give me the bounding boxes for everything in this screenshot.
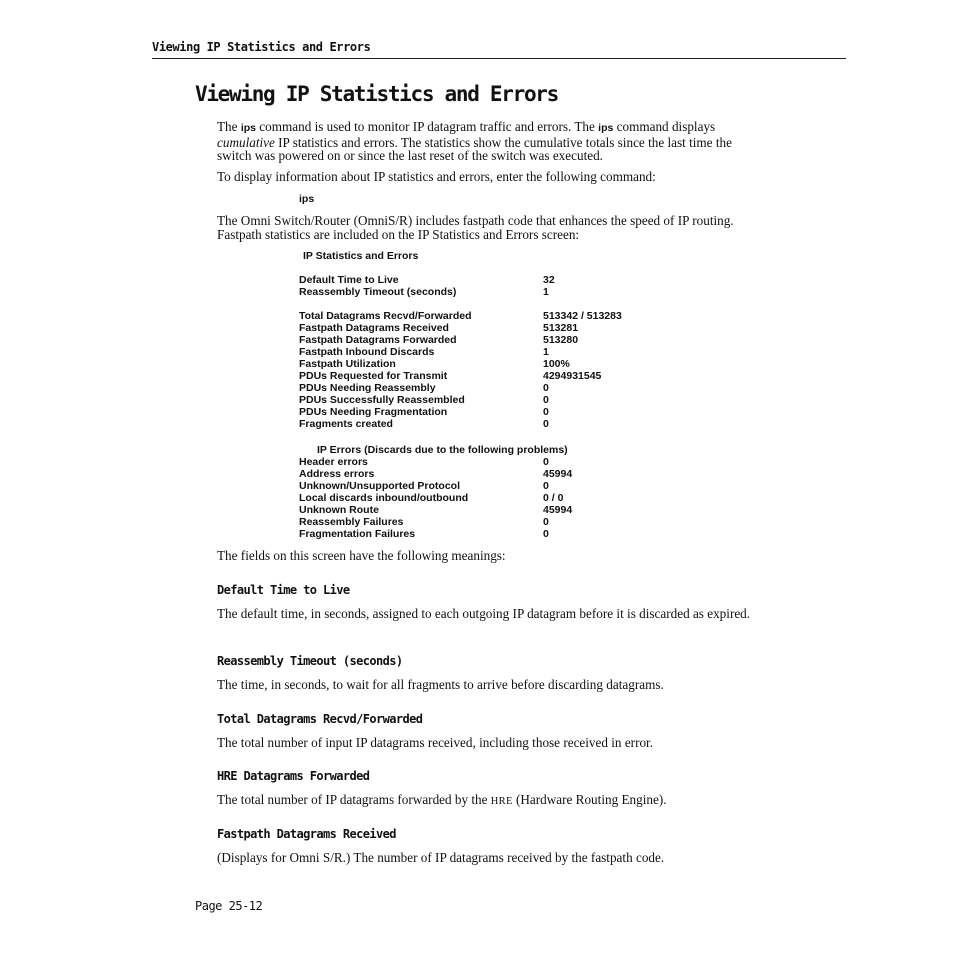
text-default-ttl: The default time, in seconds, assigned to each outgoing IP datagram before it is discarded as expired. (217, 606, 751, 621)
stat-value: 0 (543, 406, 549, 418)
ips-command-inline: ips (240, 122, 256, 134)
running-head: Viewing IP Statistics and Errors (152, 40, 371, 54)
stat-label: Fastpath Utilization (299, 358, 396, 370)
stat-label: Fragmentation Failures (299, 528, 416, 540)
stat-label: Fastpath Inbound Discards (299, 346, 435, 358)
stat-value: 0 / 0 (543, 492, 564, 504)
stat-value: 100% (543, 358, 570, 370)
stat-label: Fragments created (299, 418, 393, 430)
ips-command-inline: ips (598, 122, 614, 134)
stat-value: 0 (543, 528, 549, 540)
text-total-datagrams: The total number of input IP datagrams received, including those received in error. (217, 735, 654, 750)
page-number: Page 25-12 (195, 899, 263, 913)
heading-fastpath-received: Fastpath Datagrams Received (217, 827, 396, 841)
stat-value: 513280 (543, 334, 579, 346)
header-rule (152, 58, 846, 59)
stat-value: 1 (543, 346, 549, 358)
stat-label: Fastpath Datagrams Received (299, 322, 449, 334)
stat-value: 513281 (543, 322, 579, 334)
text-reassembly-timeout: The time, in seconds, to wait for all fragments to arrive before discarding datagrams. (217, 677, 664, 692)
text-span: command displays (613, 119, 716, 134)
heading-default-ttl: Default Time to Live (217, 583, 350, 597)
text-hre-datagrams (217, 793, 765, 809)
stat-label: Default Time to Live (299, 274, 399, 286)
stat-value: 0 (543, 382, 549, 394)
text-span: The (217, 119, 241, 134)
text-fastpath-received: (Displays for Omni S/R.) The number of IP datagrams received by the fastpath code. (217, 850, 665, 865)
fields-intro: The fields on this screen have the following meanings: (217, 548, 506, 563)
stat-value: 1 (543, 286, 549, 298)
stat-value: 513342 / 513283 (543, 310, 622, 322)
stat-label: Unknown Route (299, 504, 379, 516)
stat-label: PDUs Needing Fragmentation (299, 406, 448, 418)
command-line: ips (299, 193, 315, 205)
stat-value: 4294931545 (543, 370, 602, 382)
heading-reassembly-timeout: Reassembly Timeout (seconds) (217, 654, 403, 668)
emphasis-cumulative: cumulative (217, 134, 275, 150)
stat-label: Header errors (299, 456, 368, 468)
text-span: command is used to monitor IP datagram traffic and errors. The (255, 119, 599, 134)
stat-value: 0 (543, 480, 549, 492)
heading-hre-datagrams: HRE Datagrams Forwarded (217, 769, 370, 783)
stat-label: Total Datagrams Recvd/Forwarded (299, 310, 472, 322)
stat-label: Reassembly Timeout (seconds) (299, 286, 457, 298)
stat-label: Unknown/Unsupported Protocol (299, 480, 460, 492)
stat-value: 0 (543, 456, 549, 468)
stat-value: 0 (543, 516, 549, 528)
instruction-paragraph: To display information about IP statistics and errors, enter the following command: (217, 169, 656, 184)
intro-paragraph (217, 120, 765, 163)
stat-label: Reassembly Failures (299, 516, 404, 528)
screen-title: IP Statistics and Errors (303, 250, 419, 262)
stat-value: 0 (543, 394, 549, 406)
hre-abbreviation: HRE (490, 796, 513, 807)
text-span: The total number of IP datagrams forwarded by the (217, 792, 491, 807)
stat-label: Fastpath Datagrams Forwarded (299, 334, 457, 346)
page-title: Viewing IP Statistics and Errors (195, 82, 558, 106)
stat-value: 0 (543, 418, 549, 430)
stat-value: 32 (543, 274, 555, 286)
stat-label: PDUs Needing Reassembly (299, 382, 436, 394)
stat-label: PDUs Successfully Reassembled (299, 394, 465, 406)
stat-label: Address errors (299, 468, 375, 480)
fastpath-paragraph: The Omni Switch/Router (OmniS/R) includes fastpath code that enhances the speed of IP routing. Fastpath statistics are included on the IP Statistics and Errors screen: (217, 213, 734, 242)
text-span: IP statistics and errors. The statistics show the cumulative totals since the last time the switch was powered on or since the last reset of the switch was executed. (217, 134, 732, 163)
heading-total-datagrams: Total Datagrams Recvd/Forwarded (217, 712, 423, 726)
stat-label: Local discards inbound/outbound (299, 492, 469, 504)
text-span: (Hardware Routing Engine). (512, 792, 667, 807)
stat-value: 45994 (543, 504, 573, 516)
errors-title: IP Errors (Discards due to the following problems) (317, 444, 568, 456)
stat-label: PDUs Requested for Transmit (299, 370, 448, 382)
stat-value: 45994 (543, 468, 573, 480)
